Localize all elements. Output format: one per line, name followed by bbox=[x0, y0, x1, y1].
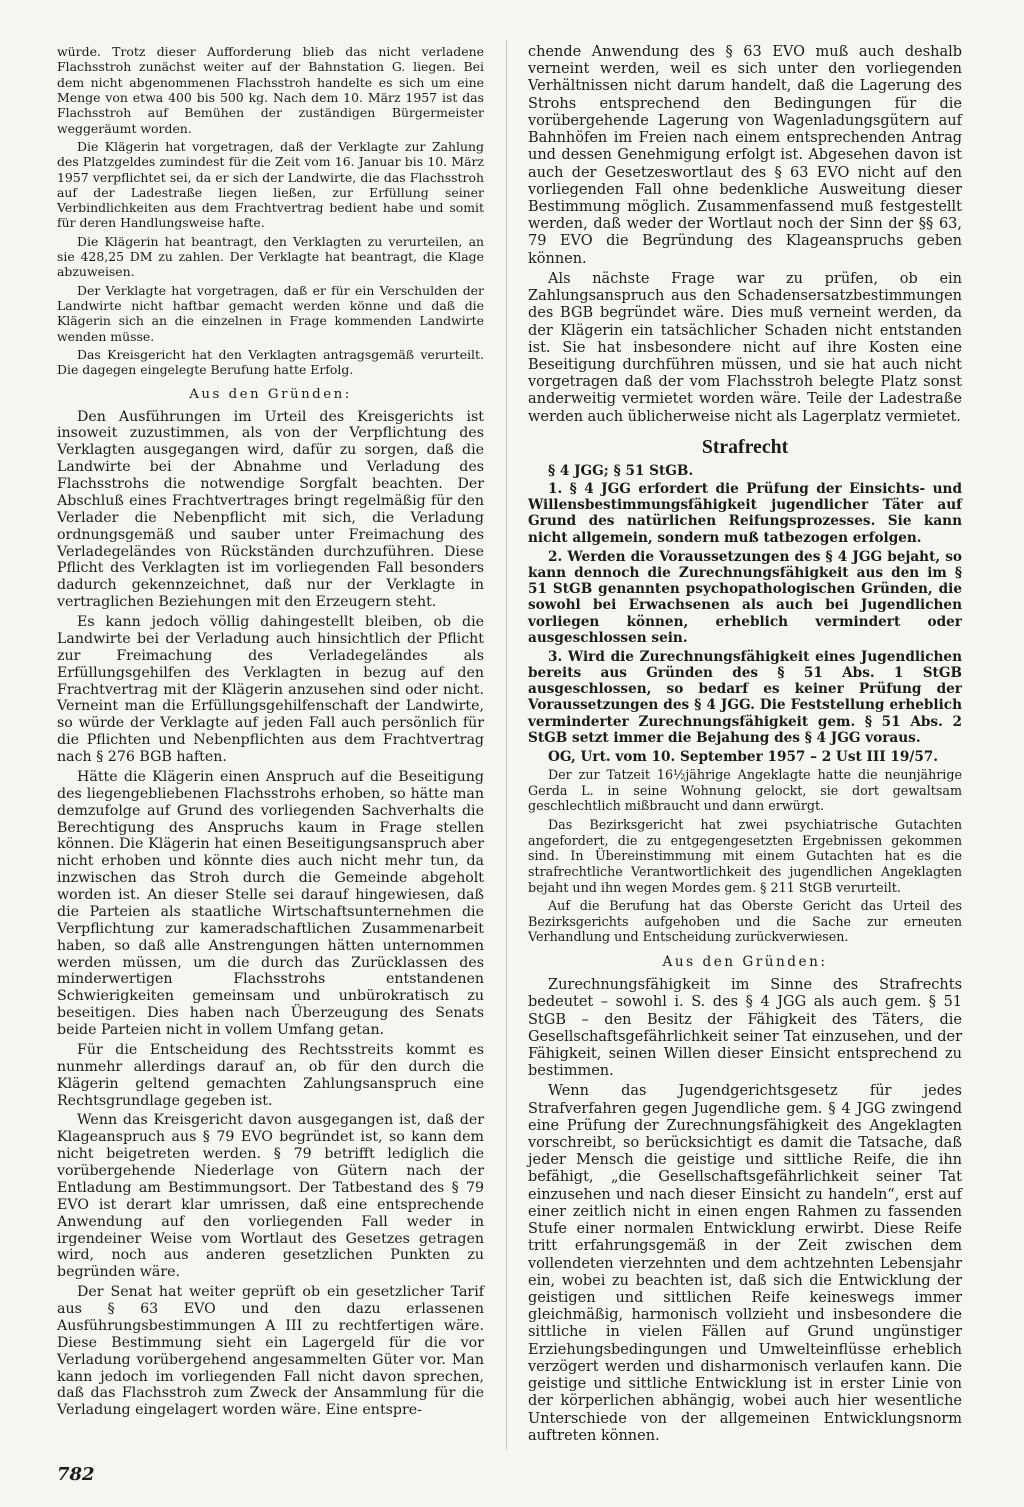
section-heading: Aus den Gründen: bbox=[662, 954, 828, 971]
paragraph: Die Klägerin hat beantragt, den Verklagten zu verurteilen, an sie 428,25 DM zu zahlen. Der Verklagte hat beantragt, die Klage abzuweisen. bbox=[57, 233, 484, 280]
paragraph: Das Kreisgericht hat den Verklagten antragsgemäß verurteilt. Die dagegen eingelegte Berufung hatte Erfolg. bbox=[57, 346, 484, 378]
paragraph: Den Ausführungen im Urteil des Kreisgerichts ist insoweit zuzustimmen, als von der Verpflichtung des Verklagten ausgegangen wird, dafür zu sorgen, daß die Landwirte bei der Abnahme und Verladung des Flachsstrohs die notwendige Sorgfalt beachten. Der Abschluß eines Frachtvertrages bringt regelmäßig für den Verlader die Nebenpflicht mit sich, die Verladung ordnungsgemäß und sauber unter Freimachung des Verladegeländes von Rückständen durchzuführen. Diese Pflicht des Verklagten ist im vorliegenden Fall besonders dadurch gekennzeichnet, daß nur der Verklagte in vertraglichen Beziehungen mit den Erzeugern steht. bbox=[57, 408, 484, 611]
paragraph: Auf die Berufung hat das Oberste Gericht das Urteil des Bezirksgerichts aufgehoben und die Sache zur erneuten Verhandlung und Entscheidung zurückverwiesen. bbox=[528, 898, 962, 945]
page-number: 782 bbox=[57, 1464, 95, 1485]
headnote: 2. Werden die Voraussetzungen des § 4 JGG bejaht, so kann dennoch die Zurechnungsfähigkeit aus den im § 51 StGB genannten psychopathologischen Gründen, die sowohl bei Erwachsenen als auch bei Jugendlichen vorliegen können, erheblich vermindert oder ausgeschlossen sein. bbox=[528, 548, 962, 646]
paragraph: Es kann jedoch völlig dahingestellt bleiben, ob die Landwirte bei der Verladung auch hinsichtlich der Pflicht zur Freimachung des Verladegeländes als Erfüllungsgehilfen des Verklagten in bezug auf den Frachtvertrag mit der Klägerin anzusehen sind oder nicht. Verneint man die Erfüllungsgehilfenschaft der Landwirte, so würde der Verklagte auf jeden Fall auch persönlich für die Pflichten und Nebenpflichten aus dem Frachtvertrag nach § 276 BGB haften. bbox=[57, 614, 484, 766]
statute-reference: § 4 JGG; § 51 StGB. bbox=[548, 462, 694, 479]
paragraph: würde. Trotz dieser Aufforderung blieb das nicht verladene Flachsstroh zunächst weiter auf der Bahnstation G. liegen. Bei dem nicht abgenommenen Flachsstroh handelte es sich um eine Menge von etwa 400 bis 500 kg. Nach dem 10. März 1957 ist das Flachsstroh auf Bemühen der zuständigen Bürgermeister weggeräumt worden. bbox=[57, 44, 484, 136]
headnote: 3. Wird die Zurechnungsfähigkeit eines Jugendlichen bereits aus Gründen des § 51 Abs. 1 StGB ausgeschlossen, so bedarf es keiner Prüfung der Voraussetzungen des § 4 JGG. Die Feststellung erheblich verminderter Zurechnungsfähigkeit gem. § 51 Abs. 2 StGB setzt immer die Bejahung des § 4 JGG voraus. bbox=[528, 648, 962, 746]
column-divider bbox=[506, 40, 507, 1450]
headnote: 1. § 4 JGG erfordert die Prüfung der Einsichts- und Willensbestimmungsfähigkeit jugendlicher Täter auf Grund des natürlichen Reifungsprozesses. Sie kann nicht allgemein, sondern muß tatbezogen erfolgen. bbox=[528, 481, 962, 546]
paragraph: Der zur Tatzeit 16½jährige Angeklagte hatte die neunjährige Gerda L. in seine Wohnung gelockt, sie dort gewaltsam geschlechtlich mißbraucht und dann erwürgt. bbox=[528, 767, 962, 814]
paragraph: Hätte die Klägerin einen Anspruch auf die Beseitigung des liegengebliebenen Flachsstrohs erhoben, so hätte man demzufolge auf Grund des vorliegenden Sachverhalts die Berechtigung des Anspruchs kaum in Frage stellen können. Die Klägerin hat einen Beseitigungsanspruch aber nicht erhoben und könnte dies auch nicht mehr tun, da inzwischen das Stroh durch die Gemeinde abgeholt worden ist. An dieser Stelle sei darauf hingewiesen, daß die Parteien als staatliche Wirtschaftsunternehmen die Verpflichtung zur kameradschaftlichen Zusammenarbeit haben, so daß alle Anstrengungen hätten unternommen werden müssen, um die durch das Zurücklassen des minderwertigen Flachsstrohs entstandenen Schwierigkeiten gemeinsam und unbürokratisch zu beseitigen. Dies haben nach Überzeugung des Senats beide Parteien nicht in vollem Umfang getan. bbox=[57, 768, 484, 1039]
paragraph: Der Senat hat weiter geprüft ob ein gesetzlicher Tarif aus § 63 EVO und den dazu erlassenen Ausführungsbestimmungen A III zu rechtfertigen wäre. Diese Bestimmung sieht ein Lagergeld für die vor Verladung vorübergehend angesammelten Güter vor. Man kann jedoch im vorliegenden Fall nicht davon sprechen, daß das Flachsstroh zum Zweck der Ansammlung für die Verladung eingelagert worden wäre. Eine entspre- bbox=[57, 1284, 484, 1419]
section-heading: Aus den Gründen: bbox=[189, 386, 352, 402]
paragraph: Zurechnungsfähigkeit im Sinne des Strafrechts bedeutet – sowohl i. S. des § 4 JGG als auch gem. § 51 StGB – den Besitz der Fähigkeit des Täters, die Gesellschaftsgefährlichkeit seiner Tat einzusehen, und der Fähigkeit, seinen Willen dieser Einsicht entsprechend zu bestimmen. bbox=[528, 977, 962, 1080]
paragraph: Wenn das Kreisgericht davon ausgegangen ist, daß der Klageanspruch aus § 79 EVO begründet ist, so kann dem nicht beigetreten werden. § 79 betrifft lediglich die vorübergehende Niederlage von Gütern nach der Entladung am Bestimmungsort. Der Tatbestand des § 79 EVO ist derart klar umrissen, daß eine entsprechende Anwendung auf den vorliegenden Fall weder in irgendeiner Weise vom Wortlaut des Gesetzes getragen wird, noch aus anderen gesetzlichen Punkten zu begründen wäre. bbox=[57, 1112, 484, 1281]
court-citation: OG, Urt. vom 10. September 1957 – 2 Ust III 19/57. bbox=[548, 749, 939, 765]
paragraph: Als nächste Frage war zu prüfen, ob ein Zahlungsanspruch aus den Schadensersatzbestimmungen des BGB begründet wäre. Dies muß verneint werden, da der Klägerin ein tatsächlicher Schaden nicht entstanden ist. Sie hat insbesondere nicht auf ihre Kosten eine Beseitigung durchführen müssen, und sie hat auch nicht vorgetragen daß der vom Flachsstroh belegte Platz sonst anderweitig vermietet worden wäre. Teile der Ladestraße werden auch üblicherweise nicht als Lagerplatz vermietet. bbox=[528, 270, 962, 425]
left-column bbox=[57, 44, 484, 1422]
paragraph: Die Klägerin hat vorgetragen, daß der Verklagte zur Zahlung des Platzgeldes zumindest für die Zeit vom 16. Januar bis 10. März 1957 verpflichtet sei, da er sich der Landwirte, die das Flachsstroh auf der Ladestraße liegen ließen, zur Erfüllung seiner Verbindlichkeiten aus dem Frachtvertrag bedient habe und somit für deren Handlungsweise hafte. bbox=[57, 138, 484, 231]
paragraph: Für die Entscheidung des Rechtsstreits kommt es nunmehr allerdings darauf an, ob für den durch die Klägerin geltend gemachten Zahlungsanspruch eine Rechtsgrundlage gegeben ist. bbox=[57, 1041, 484, 1109]
section-title: Strafrecht bbox=[701, 435, 789, 458]
paragraph: chende Anwendung des § 63 EVO muß auch deshalb verneint werden, weil es sich unter den vorliegenden Verhältnissen nicht darum handelt, daß die Lagerung des Strohs entsprechend den Bedingungen für die vorübergehende Lagerung von Wagenladungsgütern auf Bahnhöfen im Freien nach einem entsprechenden Antrag und dessen Genehmigung erfolgt ist. Abgesehen davon ist auch der Gesetzeswortlaut des § 63 EVO nicht auf den vorliegenden Fall ohne bedenkliche Ausweitung dieser Bestimmung möglich. Zusammenfassend muß festgestellt werden, daß weder der Wortlaut noch der Sinn der §§ 63, 79 EVO die Begründung des Klageanspruchs geben können. bbox=[528, 44, 962, 267]
paragraph: Das Bezirksgericht hat zwei psychiatrische Gutachten angefordert, die zu entgegengesetzten Ergebnissen gekommen sind. In Übereinstimmung mit einem Gutachten hat es die strafrechtliche Verantwortlichkeit des jugendlichen Angeklagten bejaht und ihn wegen Mordes gem. § 211 StGB verurteilt. bbox=[528, 817, 962, 895]
right-column bbox=[528, 44, 962, 1448]
paragraph: Der Verklagte hat vorgetragen, daß er für ein Verschulden der Landwirte nicht haftbar gemacht werden könne und daß die Klägerin sich an die einzelnen in Frage kommenden Landwirte wenden müsse. bbox=[57, 282, 484, 344]
paragraph: Wenn das Jugendgerichtsgesetz für jedes Strafverfahren gegen Jugendliche gem. § 4 JGG zwingend eine Prüfung der Zurechnungsfähigkeit des Angeklagten vorschreibt, so berücksichtigt es damit die Tatsache, daß jeder Mensch die geistige und sittliche Reife, die ihn befähigt, „die Gesellschaftsgefährlichkeit seiner Tat einzusehen und nach dieser Einsicht zu handeln“, erst auf einer zeitlich nicht in einen engen Rahmen zu fassenden Stufe einer normalen Entwicklung erwirbt. Diese Reife tritt erfahrungsgemäß in der Zeit zwischen dem vollendeten vierzehnten und dem achtzehnten Lebensjahr ein, wobei zu beachten ist, daß sich die Entwicklung der geistigen und sittlichen Reife keineswegs immer gleichmäßig, harmonisch vollzieht und insbesondere die sittliche in vielen Fällen auf Grund ungünstiger Erziehungsbedingungen und Umwelteinflüsse erheblich verzögert werden und disharmonisch verlaufen kann. Die geistige und sittliche Entwicklung ist in erster Linie von der körperlichen abhängig, wobei auch hier wesentliche Unterschiede von der allgemeinen Entwicklungsnorm auftreten können. bbox=[528, 1083, 962, 1444]
